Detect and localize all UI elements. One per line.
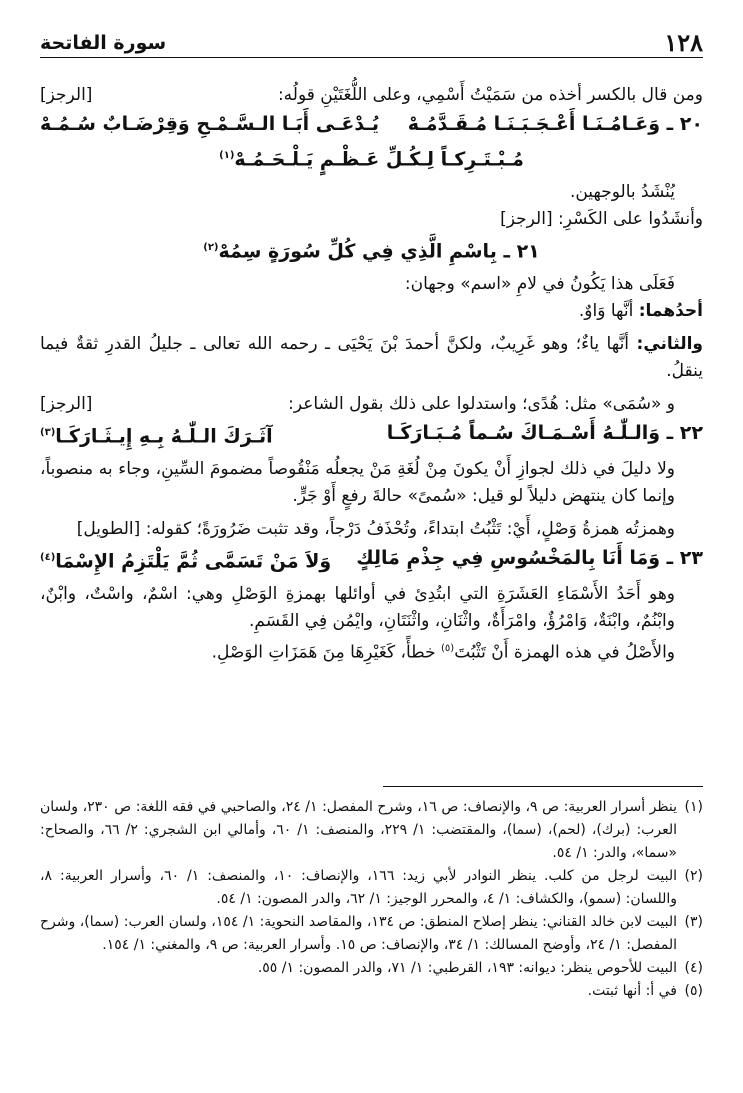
paragraph-9: وهمزتُه همزةُ وَصْلٍ، أَيْ: تَثْبُتُ ابتداءً، وتُحْذَفُ دَرْجاً، وقد تثبت ضَرُورَةً؛ كقوله: [الطويل] — [76, 519, 675, 539]
verse-22-hemistich-1: ٢٢ ـ وَالـلّٰـهُ أَسْـمَـاكَ سُـماً مُـبَـارَكَـا — [386, 422, 703, 444]
paragraph-11: والأَصْلُ في هذه الهمزة أَنْ تَثْبُتَ$^{(٥)}$ خطأً، كَغَيْرِهَا مِنَ هَمَزَاتِ الوَصْلِ. — [211, 642, 675, 663]
footnote-4: (٤) البيت للأحوص ينظر: ديوانه: ١٩٣، القرطبي: ١/ ٧١، والدر المصون: ١/ ٥٥. — [257, 960, 703, 976]
paragraph-4: فَعَلَى هذا يَكُونُ في لامِ «اسم» وجهان: — [404, 274, 675, 294]
paragraph-2: يُنْشَدُ بالوجهين. — [569, 182, 675, 202]
paragraph-10: وهو أَحَدُ الأَسْمَاءِ العَشَرَةِ التي ابتُدِئ في أوائلها بهمزةِ الوَصْلِ وهي: اسْمٌ، واسْتٌ، وابْنٌ، وابْنُمٌ، وابْنَةٌ، وَامْرُؤٌ، وامْرَأَةٌ، واثْنَانِ، واثْنَتَانِ، وايْمُن فِي القَسَمِ. — [40, 584, 675, 631]
verse-23 — [40, 543, 703, 575]
point-label-1: أحدُهما: — [638, 301, 703, 321]
footnote-separator — [383, 786, 703, 787]
meter-label: [الرجز] — [40, 394, 93, 414]
verse-22-hemistich-2: آثَـرَكَ الـلّٰـهُ بِـهِ إِيـثَـارَكَـا — [55, 425, 273, 448]
footnote-ref-2[interactable]: (٢) — [203, 242, 219, 253]
footnote-5: (٥) في أ: أنها ثبتت. — [587, 983, 703, 999]
page-header — [40, 28, 703, 58]
verse-23-hemistich-2: وَلاَ مَنْ تَسَمَّى ثُمَّ يَلْتَزِمُ الإِسْمَا — [55, 550, 332, 573]
verse-23-hemistich-1: ٢٣ ـ وَمَا أَنَا بِالمَخْسُوسِ فِي جِذْمِ مَالِكٍ — [356, 547, 703, 569]
verse-21 — [40, 233, 703, 265]
footnote-1: (١) ينظر أسرار العربية: ص ٩، والإنصاف: ص ١٦، وشرح المفصل: ١/ ٢٤، والصاحبي في فقه اللغة: ص ٢٣٠، ولسان العرب: (برك)، (لحم)، (سما)، والمقتضب: ١/ ٢٢٩، والمنصف: ١/ ٦٠، وأمالي ابن الشجري: ٢/ ٦٦، والصحاح: «سما»، والدر: ١/ ٥٤. — [40, 799, 703, 861]
footnote-ref-3[interactable]: (٣) — [40, 427, 56, 438]
verse-20-hemistich-1: ٢٠ ـ وَعَـامُـنَـا أَعْـجَـبَـنَـا مُـقَـدَّمُـهْ — [407, 113, 703, 135]
verse-20-hemistich-3: مُـبْـتَـرِكـاً لِـكُـلِّ عَـظْـمٍ يَـلْـحَـمُـهْ — [234, 148, 524, 171]
verse-22 — [40, 418, 703, 450]
paragraph-3: وأنشَدُوا على الكَسْرِ: [الرجز] — [500, 209, 703, 229]
verse-20-line-2 — [40, 141, 703, 173]
meter-label: [الرجز] — [40, 85, 93, 105]
footnotes — [40, 796, 703, 1003]
paragraph-5: أحدُهما: أنَّها وَاوٌ. — [578, 301, 703, 321]
verse-21-text: ٢١ ـ بِاسْمِ الَّذِي فِي كُلِّ سُورَةٍ سِمُهْ — [218, 240, 540, 263]
footnote-ref-1[interactable]: (١) — [219, 150, 235, 161]
footnote-ref-4[interactable]: (٤) — [40, 552, 56, 563]
footnote-ref-5[interactable]: (٥) — [441, 643, 455, 654]
point-label-2: والثاني: — [636, 334, 703, 354]
paragraph-6: والثاني: أنَّها ياءٌ؛ وهو غَرِيبٌ، ولكنَّ أحمدَ بْنَ يَحْيَى ـ رحمه الله تعالى ـ جليلُ القدرِ ثقةٌ فيما ينقلُ. — [40, 334, 703, 381]
running-title: سورة الفاتحة — [40, 32, 167, 54]
page-number: ١٢٨ — [664, 28, 703, 57]
paragraph-8: ولا دليلَ في ذلك لجوازِ أَنْ يكونَ مِنْ لُغَةِ مَنْ يجعلُه مَنْقُوصاً مضمومَ السِّينِ، وجاء به منصوباً، وإنما كان ينتهض دليلاً لو قيل: «سُمىً» حالةَ رفعٍ أَوْ جَرٍّ. — [40, 459, 675, 506]
meter-label: [الطويل] — [76, 519, 141, 539]
main-text — [40, 82, 703, 667]
footnote-3: (٣) البيت لابن خالد القناني: ينظر إصلاح المنطق: ص ١٣٤، والمقاصد النحوية: ١/ ١٥٤، ولسان العرب: (سما)، وشرح المفصل: ١/ ٢٤، وأوضح المسالك: ١/ ٣٤، والإنصاف: ص ١٥. وأسرار العربية: ص ٩، والمغني: ١/ ١٥٤. — [40, 914, 703, 953]
footnote-2: (٢) البيت لرجل من كلب. ينظر النوادر لأبي زيد: ١٦٦، والإنصاف: ١٠، والمنصف: ١/ ٦٠، وأسرار العربية: ٨، واللسان: (سمو)، والكشاف: ١/ ٤، والمحرر الوجيز: ١/ ٦٢، والدر المصون: ١/ ٥٤. — [40, 868, 703, 907]
paragraph-7: و «سُمَى» مثل: هُدًى؛ واستدلوا على ذلك بقول الشاعر: [الرجز] — [40, 391, 703, 418]
paragraph-1: ومن قال بالكسر أخذه من سَمَيْتُ أَسْمِي، وعلى اللُّغَتَيْنِ قولُه: [الرجز] — [40, 82, 703, 109]
header-rule — [40, 57, 703, 58]
verse-20-hemistich-2: يُـدْعَـى أَبَـا الـسَّـمْـحِ وَقِرْضَـابٌ سُـمُـهْ — [40, 113, 380, 135]
verse-20-line-1 — [40, 109, 703, 141]
meter-label: [الرجز] — [500, 209, 553, 229]
